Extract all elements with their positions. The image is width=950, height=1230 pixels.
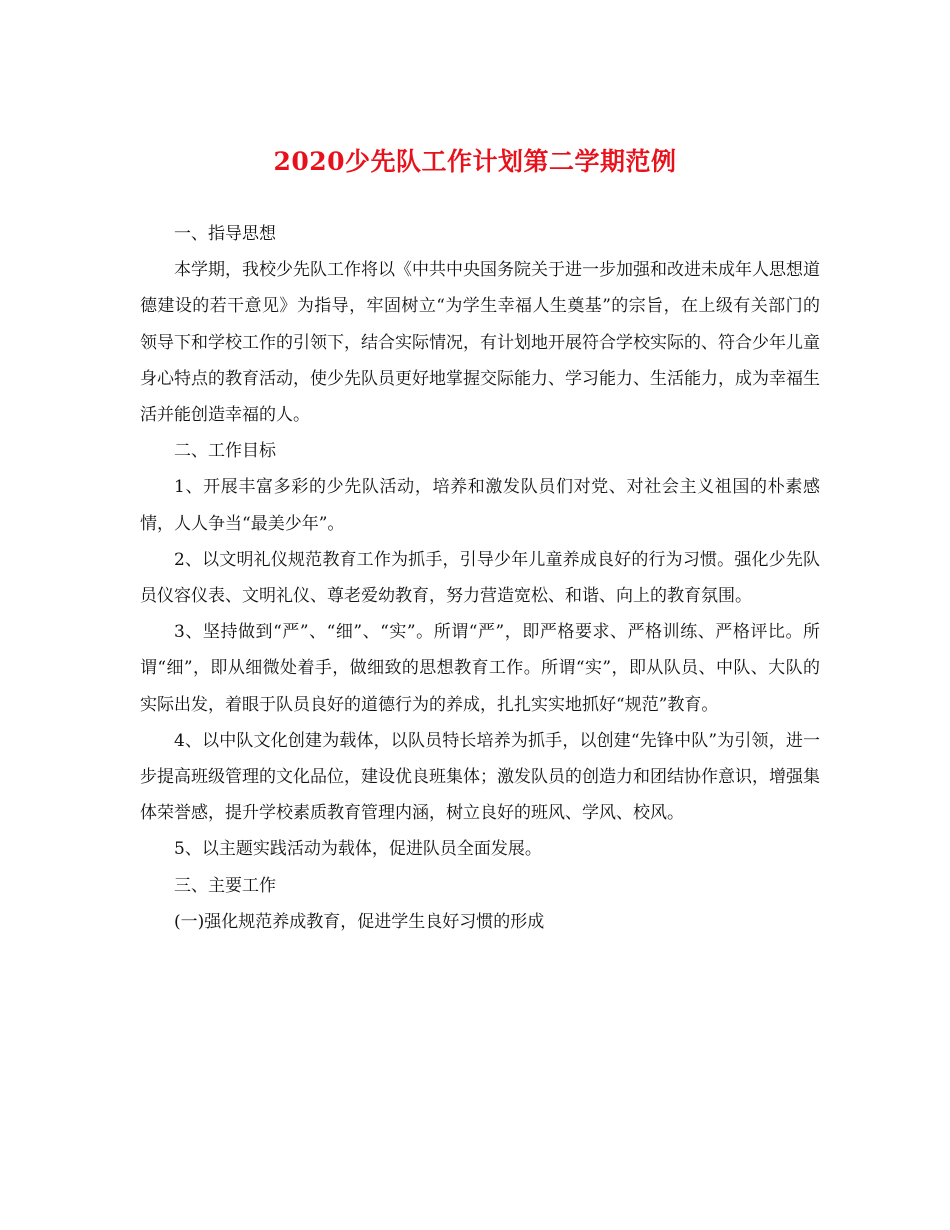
subsection-heading-1: (一)强化规范养成教育，促进学生良好习惯的形成 (174, 911, 545, 932)
section-heading-work-goals: 二、工作目标 (174, 441, 276, 462)
document-title: 2020少先队工作计划第二学期范例 (273, 147, 677, 176)
section-heading-guiding-ideology: 一、指导思想 (174, 224, 276, 244)
document-body (140, 216, 820, 940)
goal-item-4: 4、以中队文化创建为载体，以队员特长培养为抓手，以创建“先锋中队”为引领，进一步提高班级管理的文化品位，建设优良班集体；激发队员的创造力和团结协作意识，增强集体荣誉感，提升学校素质教育管理内涵，树立良好的班风、学风、校风。 (140, 730, 820, 824)
section-heading-main-work: 三、主要工作 (174, 875, 276, 896)
paragraph-guiding-ideology: 本学期，我校少先队工作将以《中共中央国务院关于进一步加强和改进未成年人思想道德建设的若干意见》为指导，牢固树立“为学生幸福人生奠基”的宗旨，在上级有关部门的领导下和学校工作的引领下，结合实际情况，有计划地开展符合学校实际的、符合少年儿童身心特点的教育活动，使少先队员更好地掌握交际能力、学习能力、生活能力，成为幸福生活并能创造幸福的人。 (140, 260, 820, 426)
goal-item-1: 1、开展丰富多彩的少先队活动，培养和激发队员们对党、对社会主义祖国的朴素感情，人人争当“最美少年”。 (140, 477, 820, 534)
goal-item-5: 5、以主题实践活动为载体，促进队员全面发展。 (174, 839, 542, 860)
goal-item-2: 2、以文明礼仪规范教育工作为抓手，引导少年儿童养成良好的行为习惯。强化少先队员仪容仪表、文明礼仪、尊老爱幼教育，努力营造宽松、和谐、向上的教育氛围。 (140, 549, 820, 607)
goal-item-3: 3、坚持做到“严”、“细”、“实”。所谓“严”，即严格要求、严格训练、严格评比。所谓“细”，即从细微处着手，做细致的思想教育工作。所谓“实”，即从队员、中队、大队的实际出发，着眼于队员良好的道德行为的养成，扎扎实实地抓好“规范”教育。 (140, 622, 820, 715)
